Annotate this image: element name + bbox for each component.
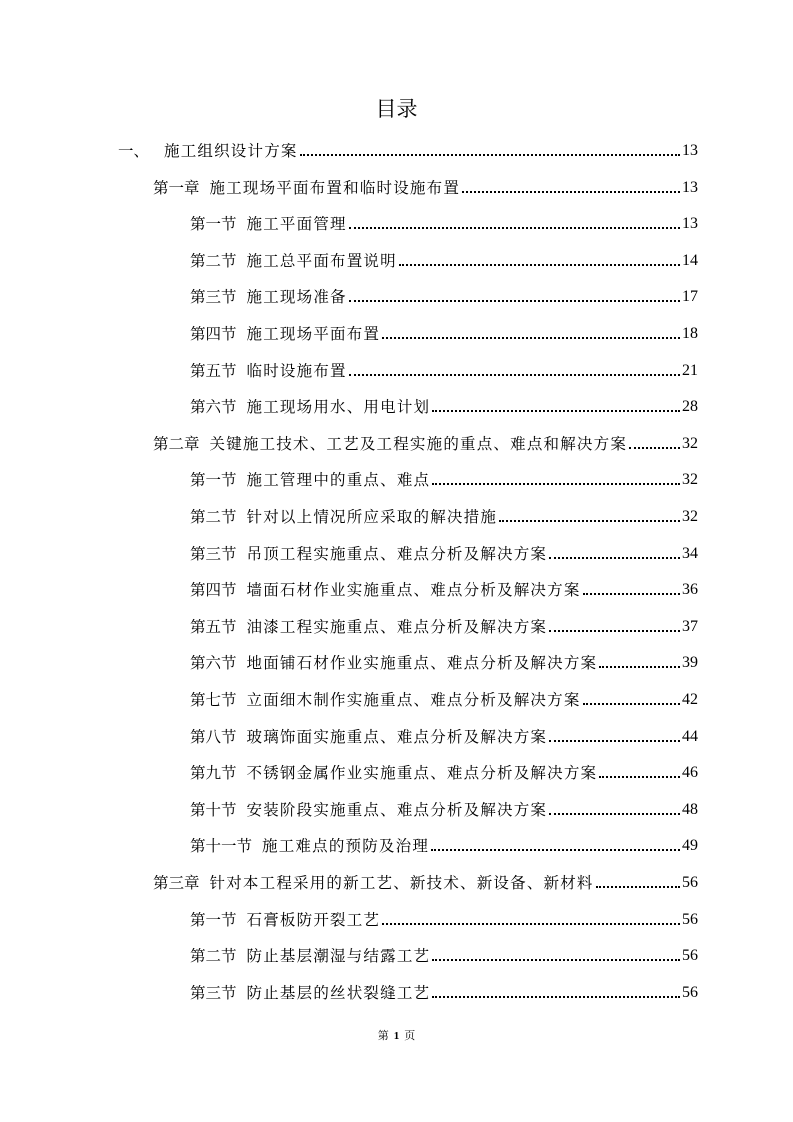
toc-entry-number: 一、 bbox=[118, 142, 150, 160]
toc-entry[interactable] bbox=[190, 979, 698, 1003]
toc-entry-number: 第三节 bbox=[190, 983, 237, 1002]
toc-dot-leader bbox=[349, 374, 680, 376]
toc-entry-title: 施工总平面布置说明 bbox=[246, 251, 397, 270]
page-title: 目录 bbox=[375, 97, 418, 121]
toc-entry-number: 第一章 bbox=[153, 178, 200, 197]
toc-entry-number: 第二节 bbox=[190, 947, 237, 966]
toc-entry-title: 针对以上情况所应采取的解决措施 bbox=[246, 508, 498, 526]
toc-entry-number: 第五节 bbox=[190, 617, 237, 636]
toc-entry-title: 临时设施布置 bbox=[246, 361, 347, 380]
toc-dot-leader bbox=[583, 593, 680, 595]
toc-dot-leader bbox=[382, 923, 680, 925]
toc-entry-page: 34 bbox=[682, 544, 698, 562]
toc-entry-title: 施工平面管理 bbox=[246, 215, 347, 234]
toc-entry-title: 墙面石材作业实施重点、难点分析及解决方案 bbox=[246, 581, 581, 600]
toc-entry-page: 32 bbox=[682, 434, 698, 452]
toc-entry-number: 第四节 bbox=[190, 581, 237, 600]
toc-entry-number: 第七节 bbox=[190, 691, 237, 709]
toc-entry-title: 施工现场用水、用电计划 bbox=[246, 398, 431, 417]
toc-entry-number: 第二节 bbox=[190, 251, 237, 270]
toc-entry-number: 第三节 bbox=[190, 288, 237, 307]
toc-entry[interactable] bbox=[190, 247, 698, 271]
footer-page-number: 1 bbox=[393, 1030, 400, 1042]
toc-entry-title: 不锈钢金属作业实施重点、难点分析及解决方案 bbox=[246, 764, 598, 783]
toc-entry-title: 针对本工程采用的新工艺、新技术、新设备、新材料 bbox=[209, 874, 594, 892]
toc-entry-page: 56 bbox=[682, 910, 698, 928]
toc-entry[interactable] bbox=[190, 723, 698, 747]
toc-entry-number: 第十一节 bbox=[190, 837, 253, 856]
toc-entry-page: 42 bbox=[682, 691, 698, 708]
toc-entry[interactable] bbox=[190, 393, 698, 417]
toc-entry-title: 立面细木制作实施重点、难点分析及解决方案 bbox=[246, 691, 581, 709]
toc-dot-leader bbox=[432, 410, 680, 412]
toc-entry-page: 46 bbox=[682, 764, 698, 782]
footer-suffix: 页 bbox=[404, 1029, 416, 1042]
toc-entry[interactable] bbox=[118, 137, 698, 161]
toc-entry[interactable] bbox=[190, 906, 698, 930]
toc-entry-title: 防止基层潮湿与结露工艺 bbox=[246, 947, 431, 966]
toc-entry-number: 第三节 bbox=[190, 544, 237, 563]
toc-entry-title: 油漆工程实施重点、难点分析及解决方案 bbox=[246, 617, 548, 636]
toc-entry-number: 第六节 bbox=[190, 398, 237, 417]
toc-entry-number: 第二章 bbox=[153, 434, 200, 453]
toc-entry[interactable] bbox=[190, 576, 698, 600]
toc-entry-page: 32 bbox=[682, 508, 698, 525]
toc-entry[interactable] bbox=[190, 649, 698, 673]
toc-entry-number: 第三章 bbox=[153, 874, 200, 892]
toc-entry-page: 37 bbox=[682, 617, 698, 635]
toc-entry-number: 第二节 bbox=[190, 508, 237, 526]
toc-dot-leader bbox=[382, 337, 680, 339]
toc-dot-leader bbox=[349, 300, 680, 302]
toc-entry-page: 17 bbox=[682, 288, 698, 306]
toc-entry-title: 施工现场平面布置和临时设施布置 bbox=[209, 178, 461, 197]
toc-entry-number: 第一节 bbox=[190, 910, 237, 929]
toc-entry-title: 施工组织设计方案 bbox=[164, 142, 298, 160]
toc-entry[interactable] bbox=[190, 832, 698, 856]
toc-entry-number: 第一节 bbox=[190, 471, 237, 490]
toc-entry[interactable] bbox=[190, 942, 698, 966]
toc-entry-title: 关键施工技术、工艺及工程实施的重点、难点和解决方案 bbox=[209, 434, 628, 453]
toc-entry-page: 49 bbox=[682, 837, 698, 855]
toc-entry-page: 21 bbox=[682, 361, 698, 379]
toc-entry-title: 吊顶工程实施重点、难点分析及解决方案 bbox=[246, 544, 548, 563]
toc-dot-leader bbox=[300, 154, 680, 156]
toc-entry[interactable] bbox=[190, 320, 698, 344]
toc-entry-page: 39 bbox=[682, 654, 698, 672]
toc-entry[interactable] bbox=[190, 466, 698, 490]
toc-dot-leader bbox=[549, 740, 680, 742]
toc-entry-page: 44 bbox=[682, 727, 698, 745]
page-footer bbox=[0, 1029, 793, 1043]
toc-entry-title: 施工难点的预防及治理 bbox=[262, 837, 430, 856]
toc-entry-page: 56 bbox=[682, 874, 698, 891]
toc-dot-leader bbox=[499, 520, 680, 522]
toc-dot-leader bbox=[399, 264, 680, 266]
toc-entry-page: 13 bbox=[682, 142, 698, 159]
toc-dot-leader bbox=[596, 886, 680, 888]
toc-entry-page: 56 bbox=[682, 983, 698, 1001]
toc-entry-number: 第九节 bbox=[190, 764, 237, 783]
toc-entry[interactable] bbox=[190, 357, 698, 381]
toc-entry-number: 第十节 bbox=[190, 800, 237, 819]
toc-dot-leader bbox=[432, 996, 680, 998]
toc-entry[interactable] bbox=[190, 503, 698, 527]
toc-dot-leader bbox=[432, 959, 680, 961]
toc-entry-page: 14 bbox=[682, 251, 698, 269]
toc-dot-leader bbox=[431, 849, 680, 851]
toc-dot-leader bbox=[599, 776, 680, 778]
toc-entry-page: 56 bbox=[682, 947, 698, 965]
toc-entry-number: 第五节 bbox=[190, 361, 237, 380]
toc-entry-title: 安装阶段实施重点、难点分析及解决方案 bbox=[246, 800, 548, 819]
toc-entry-title: 施工现场平面布置 bbox=[246, 325, 381, 343]
footer-prefix: 第 bbox=[377, 1029, 389, 1042]
toc-entry-number: 第六节 bbox=[190, 654, 237, 673]
toc-dot-leader bbox=[549, 813, 680, 815]
toc-entry-title: 防止基层的丝状裂缝工艺 bbox=[246, 983, 431, 1002]
toc-entry-page: 13 bbox=[682, 215, 698, 233]
toc-entry-page: 32 bbox=[682, 471, 698, 489]
toc-dot-leader bbox=[629, 447, 680, 449]
toc-entry-title: 地面铺石材作业实施重点、难点分析及解决方案 bbox=[246, 654, 598, 673]
toc-entry-page: 28 bbox=[682, 398, 698, 416]
toc-entry[interactable] bbox=[190, 796, 698, 820]
toc-entry-title: 玻璃饰面实施重点、难点分析及解决方案 bbox=[246, 727, 548, 746]
toc-dot-leader bbox=[549, 557, 680, 559]
toc-entry[interactable] bbox=[153, 869, 698, 893]
toc-entry[interactable] bbox=[190, 613, 698, 637]
toc-entry[interactable] bbox=[190, 686, 698, 710]
toc-dot-leader bbox=[583, 703, 680, 705]
toc-entry-page: 48 bbox=[682, 800, 698, 818]
toc-entry-title: 石膏板防开裂工艺 bbox=[246, 910, 381, 929]
toc-entry[interactable] bbox=[153, 174, 698, 198]
toc-dot-leader bbox=[349, 227, 680, 229]
toc-entry[interactable] bbox=[190, 759, 698, 783]
toc-entry-title: 施工管理中的重点、难点 bbox=[246, 471, 431, 490]
toc-entry-page: 36 bbox=[682, 581, 698, 599]
toc-dot-leader bbox=[599, 666, 680, 668]
toc-entry-page: 18 bbox=[682, 325, 698, 342]
toc-entry[interactable] bbox=[190, 540, 698, 564]
toc-entry[interactable] bbox=[190, 210, 698, 234]
toc-dot-leader bbox=[462, 191, 680, 193]
toc-entry-number: 第一节 bbox=[190, 215, 237, 234]
toc-entry-number: 第四节 bbox=[190, 325, 237, 343]
toc-entry[interactable] bbox=[153, 430, 698, 454]
toc-dot-leader bbox=[549, 630, 680, 632]
toc-entry-title: 施工现场准备 bbox=[246, 288, 347, 307]
toc-entry-page: 13 bbox=[682, 178, 698, 196]
toc-entry-number: 第八节 bbox=[190, 727, 237, 746]
toc-entry[interactable] bbox=[190, 283, 698, 307]
toc-dot-leader bbox=[432, 483, 680, 485]
